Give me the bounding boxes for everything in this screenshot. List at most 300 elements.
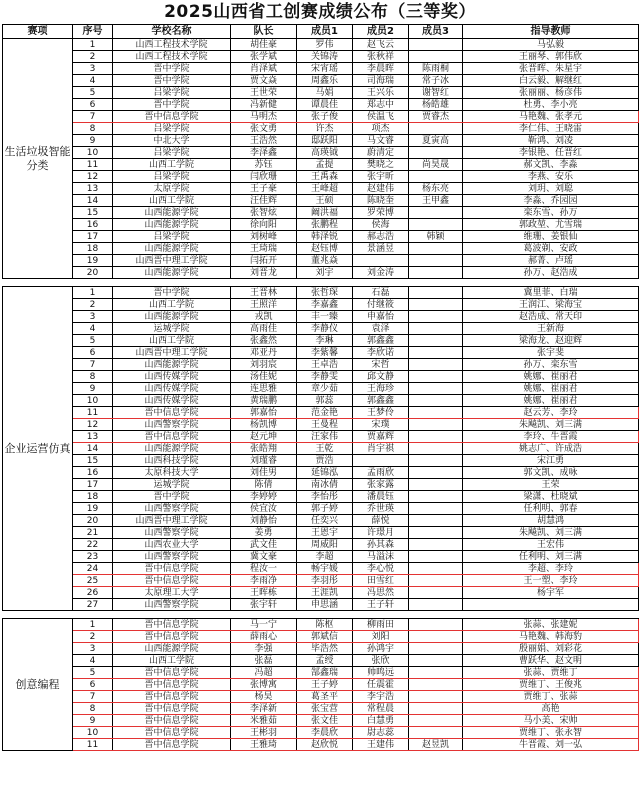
- cell-school: 运城学院: [113, 323, 231, 335]
- cell-school: 晋中信息学院: [113, 691, 231, 703]
- cell-teacher: 任利明、刘三满: [463, 551, 639, 563]
- cell-teacher: 姚娜、崔丽君: [463, 371, 639, 383]
- cell-teacher: 郝菁、卢瑶: [463, 255, 639, 267]
- cell-leader: 赵元坤: [231, 431, 297, 443]
- cell-leader: 戎凯: [231, 311, 297, 323]
- cell-number: 13: [73, 183, 113, 195]
- cell-leader: 杨昊: [231, 691, 297, 703]
- cell-member2: 李心悦: [353, 563, 409, 575]
- cell-member1: 邸跃阳: [297, 135, 353, 147]
- cell-leader: 张文勇: [231, 123, 297, 135]
- header-member1: 成员1: [297, 25, 353, 39]
- cell-member2: 宋璞: [353, 419, 409, 431]
- cell-number: 22: [73, 539, 113, 551]
- table-row: [3, 147, 639, 159]
- cell-member1: 李静雯: [297, 371, 353, 383]
- cell-teacher: 王一塑、李玲: [463, 575, 639, 587]
- cell-member1: 张哲琛: [297, 287, 353, 299]
- table-row: [3, 491, 639, 503]
- event-name-cell: 生活垃圾智能分类: [3, 39, 73, 279]
- cell-member1: 关锦涛: [297, 51, 353, 63]
- cell-member1: 阚洪福: [297, 207, 353, 219]
- cell-member3: [409, 311, 463, 323]
- table-row: [3, 539, 639, 551]
- cell-teacher: [463, 599, 639, 611]
- cell-number: 2: [73, 299, 113, 311]
- cell-number: 19: [73, 255, 113, 267]
- cell-member2: 王海珍: [353, 383, 409, 395]
- cell-member1: 南冰倩: [297, 479, 353, 491]
- cell-leader: 张学斌: [231, 51, 297, 63]
- cell-member2: 张秋祥: [353, 51, 409, 63]
- cell-member2: 侯温飞: [353, 111, 409, 123]
- table-row: [3, 479, 639, 491]
- cell-member2: 田雪红: [353, 575, 409, 587]
- header-event: 赛项: [3, 25, 73, 39]
- gap-cell: [3, 611, 639, 619]
- cell-member1: 李静仪: [297, 323, 353, 335]
- cell-member1: 贾浩: [297, 455, 353, 467]
- cell-school: 晋中学院: [113, 99, 231, 111]
- cell-member3: 杨东亮: [409, 183, 463, 195]
- cell-member1: 董兆焱: [297, 255, 353, 267]
- cell-school: 山西晋中理工学院: [113, 347, 231, 359]
- cell-school: 山西科技学院: [113, 455, 231, 467]
- header-member3: 成员3: [409, 25, 463, 39]
- table-row: [3, 631, 639, 643]
- section-gap: [3, 611, 639, 619]
- cell-member2: 赵建伟: [353, 183, 409, 195]
- cell-school: 吕梁学院: [113, 171, 231, 183]
- cell-member1: 宋宵瑶: [297, 63, 353, 75]
- cell-member2: 许璟月: [353, 527, 409, 539]
- cell-school: 山西传媒学院: [113, 371, 231, 383]
- cell-number: 1: [73, 287, 113, 299]
- table-row: [3, 455, 639, 467]
- table-row: [3, 515, 639, 527]
- cell-member3: 韩颖: [409, 231, 463, 243]
- cell-member2: 侯海: [353, 219, 409, 231]
- cell-member2: 肖宇祺: [353, 443, 409, 455]
- table-header: [3, 25, 639, 39]
- cell-member3: [409, 419, 463, 431]
- cell-member3: 陈雨桐: [409, 63, 463, 75]
- cell-member1: 范金艳: [297, 407, 353, 419]
- cell-member2: 石磊: [353, 287, 409, 299]
- cell-member1: 王恩宇: [297, 527, 353, 539]
- cell-number: 20: [73, 267, 113, 279]
- cell-teacher: 贾维丁、张蒜: [463, 691, 639, 703]
- cell-member3: 夏寅高: [409, 135, 463, 147]
- cell-member1: 李晨欣: [297, 727, 353, 739]
- cell-member3: [409, 407, 463, 419]
- table-row: [3, 575, 639, 587]
- cell-number: 9: [73, 715, 113, 727]
- cell-school: 运城学院: [113, 479, 231, 491]
- cell-member3: [409, 587, 463, 599]
- table-row: [3, 371, 639, 383]
- cell-school: 山西能源学院: [113, 359, 231, 371]
- cell-school: 山西能源学院: [113, 643, 231, 655]
- cell-number: 9: [73, 135, 113, 147]
- cell-leader: 汪佳辉: [231, 195, 297, 207]
- cell-member3: [409, 299, 463, 311]
- cell-teacher: 李玲、牛晋霞: [463, 431, 639, 443]
- cell-member3: [409, 123, 463, 135]
- section-gap: [3, 279, 639, 287]
- cell-school: 山西警察学院: [113, 551, 231, 563]
- cell-number: 13: [73, 431, 113, 443]
- cell-member1: 李琳: [297, 335, 353, 347]
- cell-number: 5: [73, 667, 113, 679]
- cell-member2: 马文睿: [353, 135, 409, 147]
- table-row: [3, 383, 639, 395]
- cell-school: 晋中信息学院: [113, 667, 231, 679]
- cell-school: 山西传媒学院: [113, 383, 231, 395]
- cell-member1: 畅宇媛: [297, 563, 353, 575]
- cell-school: 晋中信息学院: [113, 715, 231, 727]
- cell-number: 7: [73, 359, 113, 371]
- cell-member3: [409, 267, 463, 279]
- cell-number: 9: [73, 383, 113, 395]
- cell-leader: 李强: [231, 643, 297, 655]
- cell-school: 山西农业大学: [113, 539, 231, 551]
- table-row: [3, 111, 639, 123]
- cell-member3: [409, 575, 463, 587]
- cell-teacher: 殷丽娟、刘彩花: [463, 643, 639, 655]
- cell-school: 吕梁学院: [113, 87, 231, 99]
- cell-member3: [409, 335, 463, 347]
- cell-member2: 孟雨欣: [353, 467, 409, 479]
- cell-leader: 郭嘉怡: [231, 407, 297, 419]
- cell-number: 17: [73, 479, 113, 491]
- cell-member3: [409, 287, 463, 299]
- cell-teacher: 朱飚凯、刘三满: [463, 527, 639, 539]
- cell-leader: 侯宜汝: [231, 503, 297, 515]
- table-row: [3, 679, 639, 691]
- table-row: [3, 619, 639, 631]
- cell-member2: 李欣诺: [353, 347, 409, 359]
- table-row: [3, 63, 639, 75]
- cell-leader: 黄瑞鹏: [231, 395, 297, 407]
- cell-teacher: 梁海龙、赵迎辉: [463, 335, 639, 347]
- table-row: [3, 599, 639, 611]
- cell-teacher: 宋江勇: [463, 455, 639, 467]
- cell-school: 山西能源学院: [113, 443, 231, 455]
- cell-school: 晋中信息学院: [113, 679, 231, 691]
- cell-member2: 尉志蕊: [353, 727, 409, 739]
- cell-school: 山西警察学院: [113, 527, 231, 539]
- cell-member3: [409, 727, 463, 739]
- cell-member3: [409, 479, 463, 491]
- cell-member3: [409, 503, 463, 515]
- cell-member3: [409, 599, 463, 611]
- cell-member3: [409, 563, 463, 575]
- table-row: [3, 335, 639, 347]
- cell-teacher: 朱飚凯、刘三满: [463, 419, 639, 431]
- cell-teacher: 高艳: [463, 703, 639, 715]
- cell-leader: 张博寓: [231, 679, 297, 691]
- cell-number: 7: [73, 111, 113, 123]
- cell-leader: 刘瑾睿: [231, 455, 297, 467]
- cell-member1: 马娟: [297, 87, 353, 99]
- cell-member1: 延锦泓: [297, 467, 353, 479]
- cell-teacher: 郭文凯、成咏: [463, 467, 639, 479]
- cell-teacher: 马艳魏、张孝元: [463, 111, 639, 123]
- table-row: [3, 195, 639, 207]
- cell-teacher: 贾维丁、王俊兆: [463, 679, 639, 691]
- table-row: [3, 231, 639, 243]
- cell-number: 18: [73, 491, 113, 503]
- cell-leader: 刘佳男: [231, 467, 297, 479]
- cell-teacher: 马小美、宋帅: [463, 715, 639, 727]
- cell-member3: 尚昊晟: [409, 159, 463, 171]
- cell-teacher: 冀里菲、白瑞: [463, 287, 639, 299]
- table-row: [3, 287, 639, 299]
- table-row: [3, 51, 639, 63]
- cell-teacher: 王新海: [463, 323, 639, 335]
- cell-teacher: 刘玥、刘聪: [463, 183, 639, 195]
- cell-member2: 刘阳: [353, 631, 409, 643]
- cell-leader: 冀文豪: [231, 551, 297, 563]
- cell-number: 5: [73, 335, 113, 347]
- cell-teacher: 维珊、姜银仙: [463, 231, 639, 243]
- cell-teacher: 李燕、安乐: [463, 171, 639, 183]
- table-row: [3, 39, 639, 51]
- cell-number: 4: [73, 75, 113, 87]
- cell-leader: 高雨佳: [231, 323, 297, 335]
- cell-teacher: 葛波剃、安政: [463, 243, 639, 255]
- cell-member2: 郑志中: [353, 99, 409, 111]
- cell-leader: 刘羽宸: [231, 359, 297, 371]
- cell-school: 太原科技大学: [113, 467, 231, 479]
- cell-school: 吕梁学院: [113, 123, 231, 135]
- header-number: 序号: [73, 25, 113, 39]
- cell-leader: 王照洋: [231, 299, 297, 311]
- cell-member1: 王禹森: [297, 171, 353, 183]
- cell-leader: 陈倩: [231, 479, 297, 491]
- cell-member1: 丰一臻: [297, 311, 353, 323]
- cell-leader: 李婷婷: [231, 491, 297, 503]
- cell-member2: 孙鸿宇: [353, 643, 409, 655]
- cell-member1: 李超: [297, 551, 353, 563]
- cell-teacher: 王丽琴、郭伟欣: [463, 51, 639, 63]
- cell-member3: [409, 619, 463, 631]
- table-row: [3, 299, 639, 311]
- cell-leader: 苏钰: [231, 159, 297, 171]
- cell-teacher: 张丽丽、杨彦伟: [463, 87, 639, 99]
- cell-member3: 贾睿杰: [409, 111, 463, 123]
- cell-number: 7: [73, 691, 113, 703]
- cell-member2: 张宇昕: [353, 171, 409, 183]
- cell-number: 15: [73, 207, 113, 219]
- cell-school: 晋中信息学院: [113, 703, 231, 715]
- cell-member1: 郭子婷: [297, 503, 353, 515]
- cell-member2: 王建伟: [353, 739, 409, 751]
- cell-leader: 连思雅: [231, 383, 297, 395]
- cell-number: 14: [73, 195, 113, 207]
- cell-leader: 薛雨心: [231, 631, 297, 643]
- cell-member1: 张鹏程: [297, 219, 353, 231]
- cell-leader: 王子豪: [231, 183, 297, 195]
- cell-member1: 毕浩然: [297, 643, 353, 655]
- cell-leader: 张鑫然: [231, 335, 297, 347]
- cell-member3: [409, 515, 463, 527]
- table-row: [3, 467, 639, 479]
- cell-member3: [409, 323, 463, 335]
- cell-member3: [409, 703, 463, 715]
- cell-leader: 张智炫: [231, 207, 297, 219]
- cell-member1: 罗伟: [297, 39, 353, 51]
- cell-school: 山西能源学院: [113, 219, 231, 231]
- cell-member1: 王峰超: [297, 183, 353, 195]
- cell-member1: 汪家伟: [297, 431, 353, 443]
- cell-school: 晋中学院: [113, 491, 231, 503]
- cell-member2: 付继筱: [353, 299, 409, 311]
- cell-number: 19: [73, 503, 113, 515]
- cell-member2: 贾嘉辉: [353, 431, 409, 443]
- cell-number: 16: [73, 467, 113, 479]
- cell-school: 晋中信息学院: [113, 727, 231, 739]
- cell-member1: 周鑫乐: [297, 75, 353, 87]
- cell-teacher: 胡慧鸿: [463, 515, 639, 527]
- cell-school: 晋中信息学院: [113, 575, 231, 587]
- cell-leader: 张宇轩: [231, 599, 297, 611]
- cell-member1: 高瑛钺: [297, 147, 353, 159]
- cell-school: 山西传媒学院: [113, 395, 231, 407]
- cell-school: 山西能源学院: [113, 267, 231, 279]
- cell-member1: 周威阳: [297, 539, 353, 551]
- table-row: [3, 431, 639, 443]
- cell-member3: [409, 347, 463, 359]
- cell-member3: [409, 491, 463, 503]
- cell-school: 吕梁学院: [113, 231, 231, 243]
- cell-leader: 王琦瑞: [231, 243, 297, 255]
- cell-number: 8: [73, 123, 113, 135]
- cell-number: 4: [73, 655, 113, 667]
- cell-member2: 张家露: [353, 479, 409, 491]
- cell-teacher: 孙万、赵浩成: [463, 267, 639, 279]
- cell-leader: 贾文焱: [231, 75, 297, 87]
- cell-number: 24: [73, 563, 113, 575]
- cell-school: 山西工学院: [113, 335, 231, 347]
- table-body: [3, 39, 639, 751]
- cell-school: 山西能源学院: [113, 207, 231, 219]
- cell-member1: 孟提: [297, 159, 353, 171]
- cell-member1: 郜鑫瑞: [297, 667, 353, 679]
- cell-teacher: 李淼、乔园园: [463, 195, 639, 207]
- page-title: 2025山西省工创赛成绩公布（三等奖）: [164, 2, 476, 22]
- cell-member3: [409, 667, 463, 679]
- cell-school: 晋中学院: [113, 75, 231, 87]
- table-row: [3, 347, 639, 359]
- cell-leader: 马一宁: [231, 619, 297, 631]
- header-teacher: 指导教师: [463, 25, 639, 39]
- cell-teacher: 赵浩成、常天印: [463, 311, 639, 323]
- cell-leader: 王彬羽: [231, 727, 297, 739]
- cell-number: 17: [73, 231, 113, 243]
- cell-teacher: 靳鸿、刘凌: [463, 135, 639, 147]
- cell-number: 26: [73, 587, 113, 599]
- table-row: [3, 527, 639, 539]
- cell-number: 6: [73, 347, 113, 359]
- cell-teacher: 王荣: [463, 479, 639, 491]
- cell-number: 10: [73, 147, 113, 159]
- cell-school: 晋中信息学院: [113, 631, 231, 643]
- cell-school: 晋中学院: [113, 287, 231, 299]
- cell-number: 23: [73, 551, 113, 563]
- cell-member3: 谢智红: [409, 87, 463, 99]
- cell-teacher: 张宇斐: [463, 347, 639, 359]
- cell-member2: 白慧勇: [353, 715, 409, 727]
- cell-member2: 常程晨: [353, 703, 409, 715]
- cell-member3: [409, 51, 463, 63]
- table-row: [3, 135, 639, 147]
- cell-number: 11: [73, 739, 113, 751]
- cell-number: 3: [73, 643, 113, 655]
- cell-member1: 申思涵: [297, 599, 353, 611]
- cell-school: 晋中信息学院: [113, 407, 231, 419]
- cell-member3: 常子冰: [409, 75, 463, 87]
- cell-school: 山西警察学院: [113, 419, 231, 431]
- table-row: [3, 207, 639, 219]
- cell-member1: 赵欣悦: [297, 739, 353, 751]
- cell-member3: [409, 551, 463, 563]
- header-school: 学校名称: [113, 25, 231, 39]
- event-name-cell: 创意编程: [3, 619, 73, 751]
- cell-member2: 孙其森: [353, 539, 409, 551]
- table-row: [3, 563, 639, 575]
- cell-leader: 李泽鑫: [231, 147, 297, 159]
- cell-member1: 郭斌信: [297, 631, 353, 643]
- table-row: [3, 667, 639, 679]
- cell-teacher: 马艳魏、韩海豹: [463, 631, 639, 643]
- cell-number: 15: [73, 455, 113, 467]
- cell-school: 山西工程技术学院: [113, 39, 231, 51]
- cell-member1: 谭晨佳: [297, 99, 353, 111]
- cell-member1: 王乾: [297, 443, 353, 455]
- cell-leader: 程汝一: [231, 563, 297, 575]
- cell-member1: 王子婷: [297, 679, 353, 691]
- cell-member3: 杨皓雄: [409, 99, 463, 111]
- cell-number: 5: [73, 87, 113, 99]
- cell-member2: 王梦伶: [353, 407, 409, 419]
- cell-member1: 李紫馨: [297, 347, 353, 359]
- table-row: [3, 395, 639, 407]
- cell-leader: 米雅茹: [231, 715, 297, 727]
- cell-teacher: 王润江、梁海宝: [463, 299, 639, 311]
- cell-number: 20: [73, 515, 113, 527]
- cell-leader: 杨凯博: [231, 419, 297, 431]
- cell-teacher: 姚娜、崔丽君: [463, 383, 639, 395]
- cell-school: 晋中信息学院: [113, 111, 231, 123]
- header-member2: 成员2: [353, 25, 409, 39]
- cell-member1: 张子俊: [297, 111, 353, 123]
- cell-school: 晋中学院: [113, 63, 231, 75]
- cell-member2: 项杰: [353, 123, 409, 135]
- cell-leader: 李泽新: [231, 703, 297, 715]
- table-row: [3, 407, 639, 419]
- cell-member2: 薛悦: [353, 515, 409, 527]
- cell-school: 山西工学院: [113, 159, 231, 171]
- results-table: [2, 24, 639, 751]
- cell-teacher: 白云毅、解继红: [463, 75, 639, 87]
- cell-school: 晋中信息学院: [113, 563, 231, 575]
- header-leader: 队长: [231, 25, 297, 39]
- cell-number: 1: [73, 39, 113, 51]
- cell-member2: [353, 255, 409, 267]
- cell-member1: 王曼程: [297, 419, 353, 431]
